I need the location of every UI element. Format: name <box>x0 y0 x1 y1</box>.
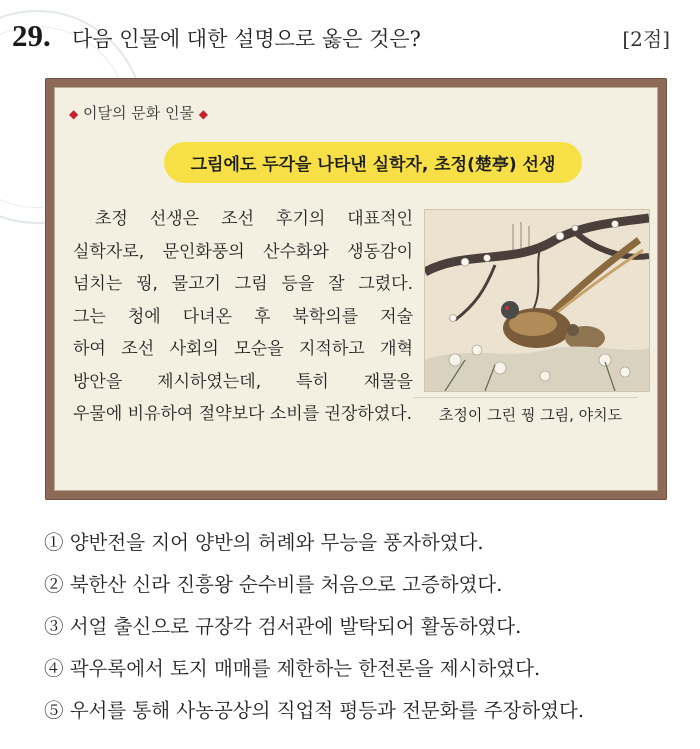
choice-3[interactable]: ③ 서얼 출신으로 규장각 검서관에 발탁되어 활동하였다. <box>44 615 522 638</box>
bulletin-board <box>45 78 667 500</box>
paragraph-line: 하여 조선 사회의 모순을 지적하고 개혁 <box>73 339 413 359</box>
question-text: 다음 인물에 대한 설명으로 옳은 것은? <box>72 27 421 51</box>
paragraph-line: 그는 청에 다녀온 후 북학의를 저술 <box>73 306 413 327</box>
choice-2[interactable]: ② 북한산 신라 진흥왕 순수비를 처음으로 고증하였다. <box>44 573 503 596</box>
diamond-icon: ◆ <box>198 107 208 121</box>
choice-1[interactable]: ① 양반전을 지어 양반의 허례와 무능을 풍자하였다. <box>44 531 484 554</box>
question-points: [2점] <box>622 27 670 51</box>
question-number: 29. <box>12 18 51 53</box>
paragraph-line: 우물에 비유하여 절약보다 소비를 권장하였다. <box>73 404 413 424</box>
board-label-text: 이달의 문화 인물 <box>83 104 194 122</box>
choice-4[interactable]: ④ 곽우록에서 토지 매매를 제한하는 한전론을 제시하였다. <box>44 657 541 680</box>
paragraph-line: 초정 선생은 조선 후기의 대표적인 <box>95 209 413 229</box>
description-paragraph <box>73 203 413 431</box>
paragraph-line: 실학자로, 문인화풍의 산수화와 생동감이 <box>73 241 413 262</box>
caption-divider <box>413 397 638 398</box>
question-header <box>12 18 670 58</box>
image-caption: 초정이 그린 꿩 그림, 야치도 <box>438 406 623 424</box>
pheasant-painting-illustration <box>425 210 649 391</box>
diamond-icon: ◆ <box>69 107 79 121</box>
board-panel <box>54 87 658 491</box>
board-label <box>69 102 208 123</box>
paragraph-line: 방안을 제시하였는데, 특히 재물을 <box>73 371 413 392</box>
answer-choices <box>44 522 674 732</box>
paragraph-line: 넘치는 꿩, 물고기 그림 등을 잘 그렸다. <box>73 274 413 294</box>
headline-banner <box>164 142 582 183</box>
headline-text: 그림에도 두각을 나타낸 실학자, 초정(楚亭) 선생 <box>190 155 556 175</box>
pheasant-painting-image <box>424 209 650 392</box>
choice-5[interactable]: ⑤ 우서를 통해 사농공상의 직업적 평등과 전문화를 주장하였다. <box>44 699 585 722</box>
